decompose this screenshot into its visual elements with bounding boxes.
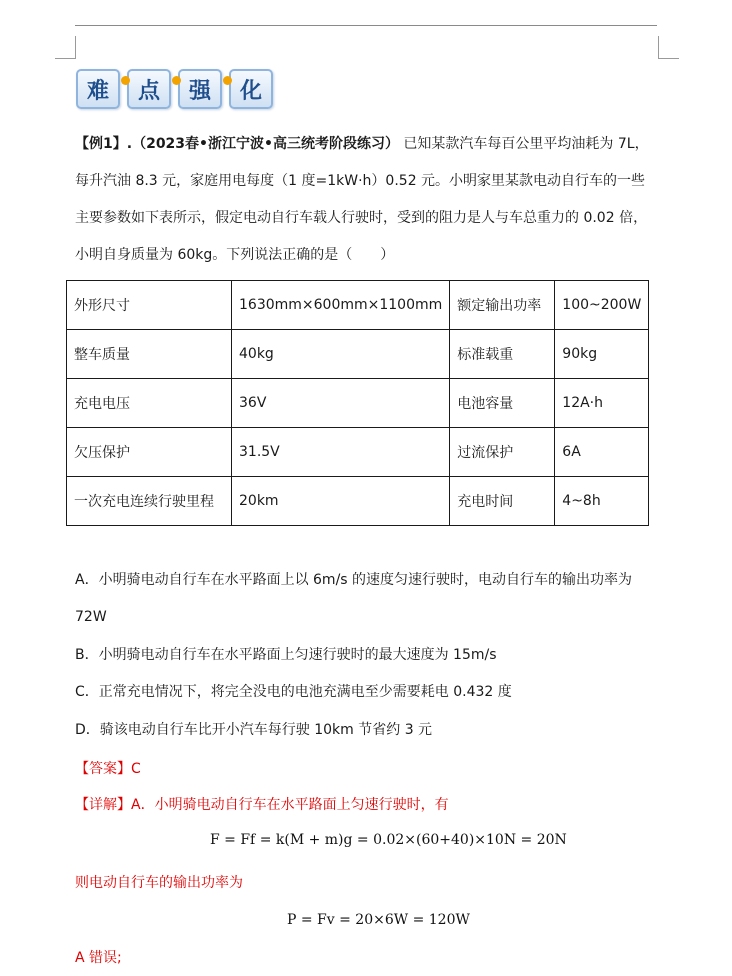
option-c: C．正常充电情况下，将完全没电的电池充满电至少需要耗电 0.432 度: [75, 684, 512, 700]
table-cell: 20km: [232, 477, 450, 526]
section-badge: [76, 66, 280, 112]
crop-mark-right: [658, 36, 679, 59]
table-row: [67, 330, 649, 379]
question-line-3: 主要参数如下表所示，假定电动自行车载人行驶时，受到的阻力是人与车总重力的 0.02 倍，: [75, 210, 648, 226]
table-cell: 1630mm×600mm×1100mm: [232, 281, 450, 330]
option-b: B．小明骑电动自行车在水平路面上匀速行驶时的最大速度为 15m/s: [75, 647, 497, 663]
question-label: 【例1】: [75, 136, 127, 152]
badge-char: 化: [229, 69, 273, 109]
table-cell: 电池容量: [450, 379, 555, 428]
option-a-line-1: A．小明骑电动自行车在水平路面上以 6m/s 的速度匀速行驶时，电动自行车的输出功率为: [75, 572, 633, 588]
table-row: [67, 281, 649, 330]
table-cell: 外形尺寸: [67, 281, 232, 330]
table-cell: 100~200W: [555, 281, 649, 330]
table-cell: 充电电压: [67, 379, 232, 428]
equation-power: P = Fv = 20×6W = 120W: [287, 912, 470, 928]
table-row: [67, 477, 649, 526]
answer-value: C: [131, 761, 141, 777]
explanation-line-2: 则电动自行车的输出功率为: [75, 875, 243, 891]
table-row: [67, 428, 649, 477]
table-cell: 31.5V: [232, 428, 450, 477]
explanation-verdict: A 错误;: [75, 950, 122, 966]
explanation-line-1: [75, 795, 665, 815]
badge-char: 强: [178, 69, 222, 109]
question-text: 已知某款汽车每百公里平均油耗为 7L，: [403, 136, 649, 152]
option-a-line-2: 72W: [75, 609, 107, 625]
table-cell: 6A: [555, 428, 649, 477]
table-cell: 充电时间: [450, 477, 555, 526]
table-cell: 一次充电连续行驶里程: [67, 477, 232, 526]
answer-line: [75, 759, 665, 779]
table-cell: 90kg: [555, 330, 649, 379]
table-cell: 整车质量: [67, 330, 232, 379]
table-cell: 12A·h: [555, 379, 649, 428]
badge-dot-icon: [223, 76, 232, 85]
table-cell: 标准载重: [450, 330, 555, 379]
question-line-1: [75, 134, 665, 154]
question-line-2: 每升汽油 8.3 元，家庭用电每度（1 度=1kW·h）0.52 元。小明家里某款电动自行车的一些: [75, 173, 646, 189]
table-row: [67, 379, 649, 428]
explanation-label: 【详解】: [75, 797, 131, 813]
explanation-intro: A．小明骑电动自行车在水平路面上匀速行驶时，有: [131, 797, 449, 813]
question-source: （2023春•浙江宁波•高三统考阶段练习）: [132, 136, 399, 152]
option-d: D．骑该电动自行车比开小汽车每行驶 10km 节省约 3 元: [75, 722, 433, 738]
answer-label: 【答案】: [75, 761, 131, 777]
equation-force: F = Ff = k(M + m)g = 0.02×(60+40)×10N = 20N: [210, 832, 567, 848]
badge-dot-icon: [172, 76, 181, 85]
table-cell: 36V: [232, 379, 450, 428]
crop-mark-left: [55, 36, 76, 59]
page-top-rule: [75, 25, 657, 26]
table-cell: 过流保护: [450, 428, 555, 477]
table-cell: 4~8h: [555, 477, 649, 526]
badge-char: 难: [76, 69, 120, 109]
table-cell: 40kg: [232, 330, 450, 379]
question-label-dot: .: [126, 136, 133, 152]
table-cell: 额定输出功率: [450, 281, 555, 330]
badge-dot-icon: [121, 76, 130, 85]
badge-char: 点: [127, 69, 171, 109]
parameter-table: [66, 280, 649, 526]
table-cell: 欠压保护: [67, 428, 232, 477]
question-line-4: 小明自身质量为 60kg。下列说法正确的是（ ）: [75, 247, 395, 263]
